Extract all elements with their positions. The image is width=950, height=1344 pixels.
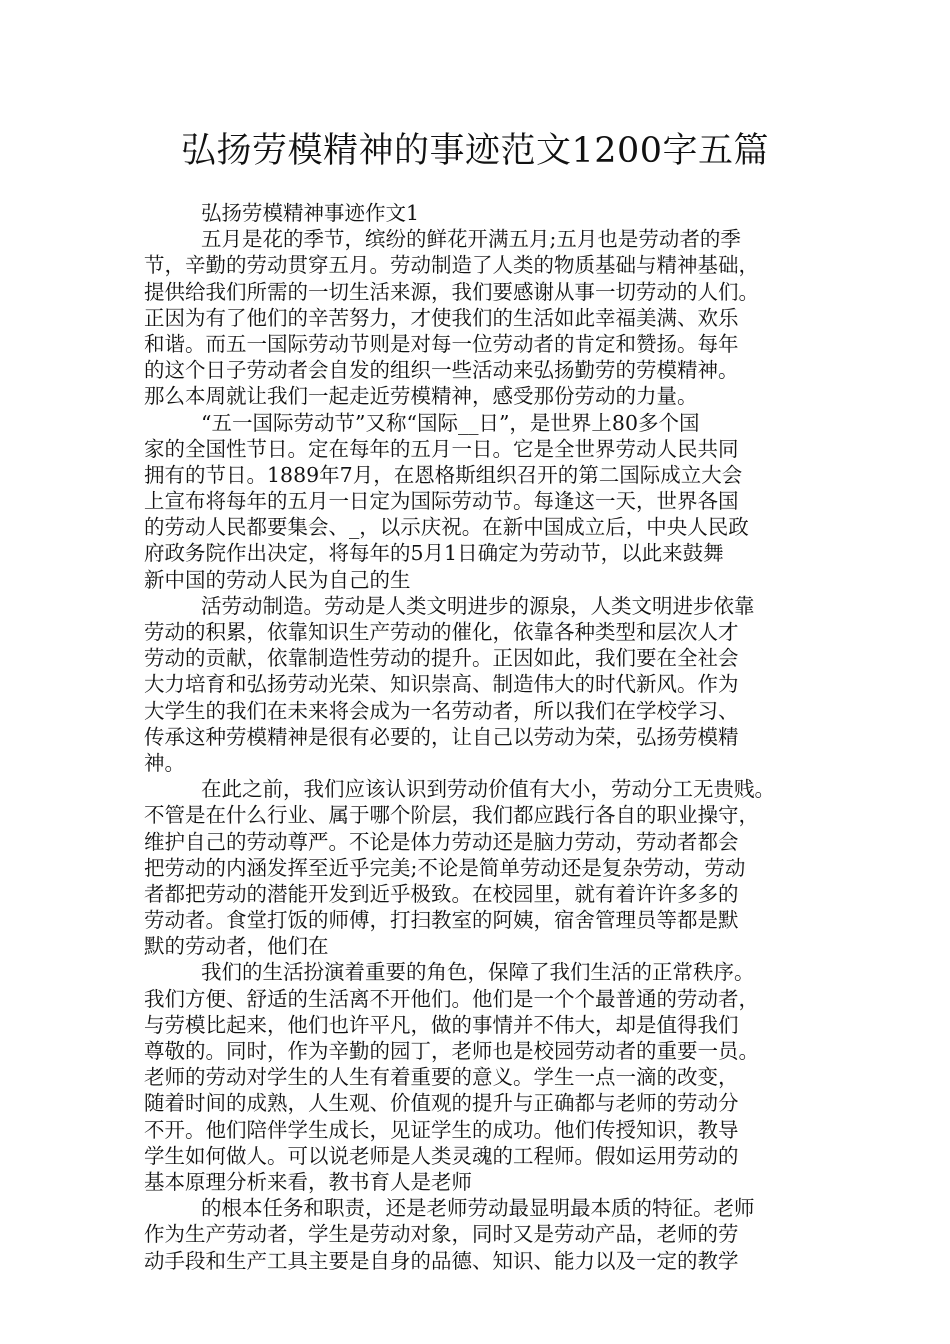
text-line: 者都把劳动的潜能开发到近乎极致。在校园里，就有着许许多多的 [144, 881, 739, 906]
text-line: 新中国的劳动人民为自己的生 [144, 567, 411, 592]
text-line: 在此之前，我们应该认识到劳动价值有大小，劳动分工无贵贱。 [201, 777, 775, 802]
text-line: 不开。他们陪伴学生成长，见证学生的成功。他们传授知识，教导 [144, 1117, 739, 1142]
text-line: 劳动的贡献，依靠制造性劳动的提升。正因如此，我们要在全社会 [144, 646, 739, 671]
text-line: 我们方便、舒适的生活离不开他们。他们是一个个最普通的劳动者， [144, 986, 759, 1011]
text-line: 随着时间的成熟，人生观、价值观的提升与正确都与老师的劳动分 [144, 1091, 739, 1116]
text-line: 学生如何做人。可以说老师是人类灵魂的工程师。假如运用劳动的 [144, 1143, 739, 1168]
text-line: 和谐。而五一国际劳动节则是对每一位劳动者的肯定和赞扬。每年 [144, 331, 739, 356]
text-line: 我们的生活扮演着重要的角色，保障了我们生活的正常秩序。 [201, 960, 755, 985]
text-line: 动手段和生产工具主要是自身的品德、知识、能力以及一定的教学 [144, 1248, 739, 1273]
text-line: “五一国际劳动节”又称“国际__日”，是世界上80多个国 [201, 410, 700, 435]
text-line: 弘扬劳模精神事迹作文1 [201, 201, 420, 225]
document-title: 弘扬劳模精神的事迹范文1200字五篇 [180, 131, 770, 171]
text-line: 默的劳动者，他们在 [144, 934, 329, 959]
text-line: 不管是在什么行业、属于哪个阶层，我们都应践行各自的职业操守， [144, 803, 759, 828]
text-line: 正因为有了他们的辛苦努力，才使我们的生活如此幸福美满、欢乐 [144, 305, 739, 330]
text-line: 把劳动的内涵发挥至近乎完美;不论是简单劳动还是复杂劳动，劳动 [144, 855, 746, 880]
text-line: 与劳模比起来，他们也许平凡，做的事情并不伟大，却是值得我们 [144, 1012, 739, 1037]
text-line: 作为生产劳动者，学生是劳动对象，同时又是劳动产品，老师的劳 [144, 1222, 739, 1247]
text-line: 基本原理分析来看，教书育人是老师 [144, 1169, 472, 1194]
text-line: 维护自己的劳动尊严。不论是体力劳动还是脑力劳动，劳动者都会 [144, 829, 739, 854]
text-line: 劳动的积累，依靠知识生产劳动的催化，依靠各种类型和层次人才 [144, 620, 739, 644]
text-line: 上宣布将每年的五月一日定为国际劳动节。每逢这一天，世界各国 [144, 489, 739, 514]
text-line: 大学生的我们在未来将会成为一名劳动者，所以我们在学校学习、 [144, 698, 739, 723]
text-line: 的这个日子劳动者会自发的组织一些活动来弘扬勤劳的劳模精神。 [144, 358, 739, 383]
text-line: 传承这种劳模精神是很有必要的，让自己以劳动为荣，弘扬劳模精 [144, 724, 739, 749]
text-line: 尊敬的。同时，作为辛勤的园丁，老师也是校园劳动者的重要一员。 [144, 1039, 759, 1063]
text-line: 活劳动制造。劳动是人类文明进步的源泉，人类文明进步依靠 [201, 593, 755, 618]
text-line: 五月是花的季节，缤纷的鲜花开满五月;五月也是劳动者的季 [201, 227, 741, 252]
text-line: 的劳动人民都要集会、_，以示庆祝。在新中国成立后，中央人民政 [144, 515, 749, 540]
text-line: 的根本任务和职责，还是老师劳动最显明最本质的特征。老师 [201, 1196, 755, 1221]
text-line: 家的全国性节日。定在每年的五月一日。它是全世界劳动人民共同 [144, 436, 739, 461]
text-line: 神。 [144, 750, 185, 775]
text-line: 提供给我们所需的一切生活来源，我们要感谢从事一切劳动的人们。 [144, 279, 759, 304]
text-line: 老师的劳动对学生的人生有着重要的意义。学生一点一滴的改变， [144, 1065, 739, 1090]
text-line: 节，辛勤的劳动贯穿五月。劳动制造了人类的物质基础与精神基础， [144, 253, 759, 278]
text-line: 大力培育和弘扬劳动光荣、知识崇高、制造伟大的时代新风。作为 [144, 672, 739, 697]
text-line: 劳动者。食堂打饭的师傅，打扫教室的阿姨，宿舍管理员等都是默 [144, 908, 739, 933]
text-line: 那么本周就让我们一起走近劳模精神，感受那份劳动的力量。 [144, 384, 698, 409]
document-body [144, 200, 808, 1274]
text-line: 府政务院作出决定，将每年的5月1日确定为劳动节，以此来鼓舞 [144, 541, 724, 566]
text-line: 拥有的节日。1889年7月，在恩格斯组织召开的第二国际成立大会 [144, 462, 743, 487]
